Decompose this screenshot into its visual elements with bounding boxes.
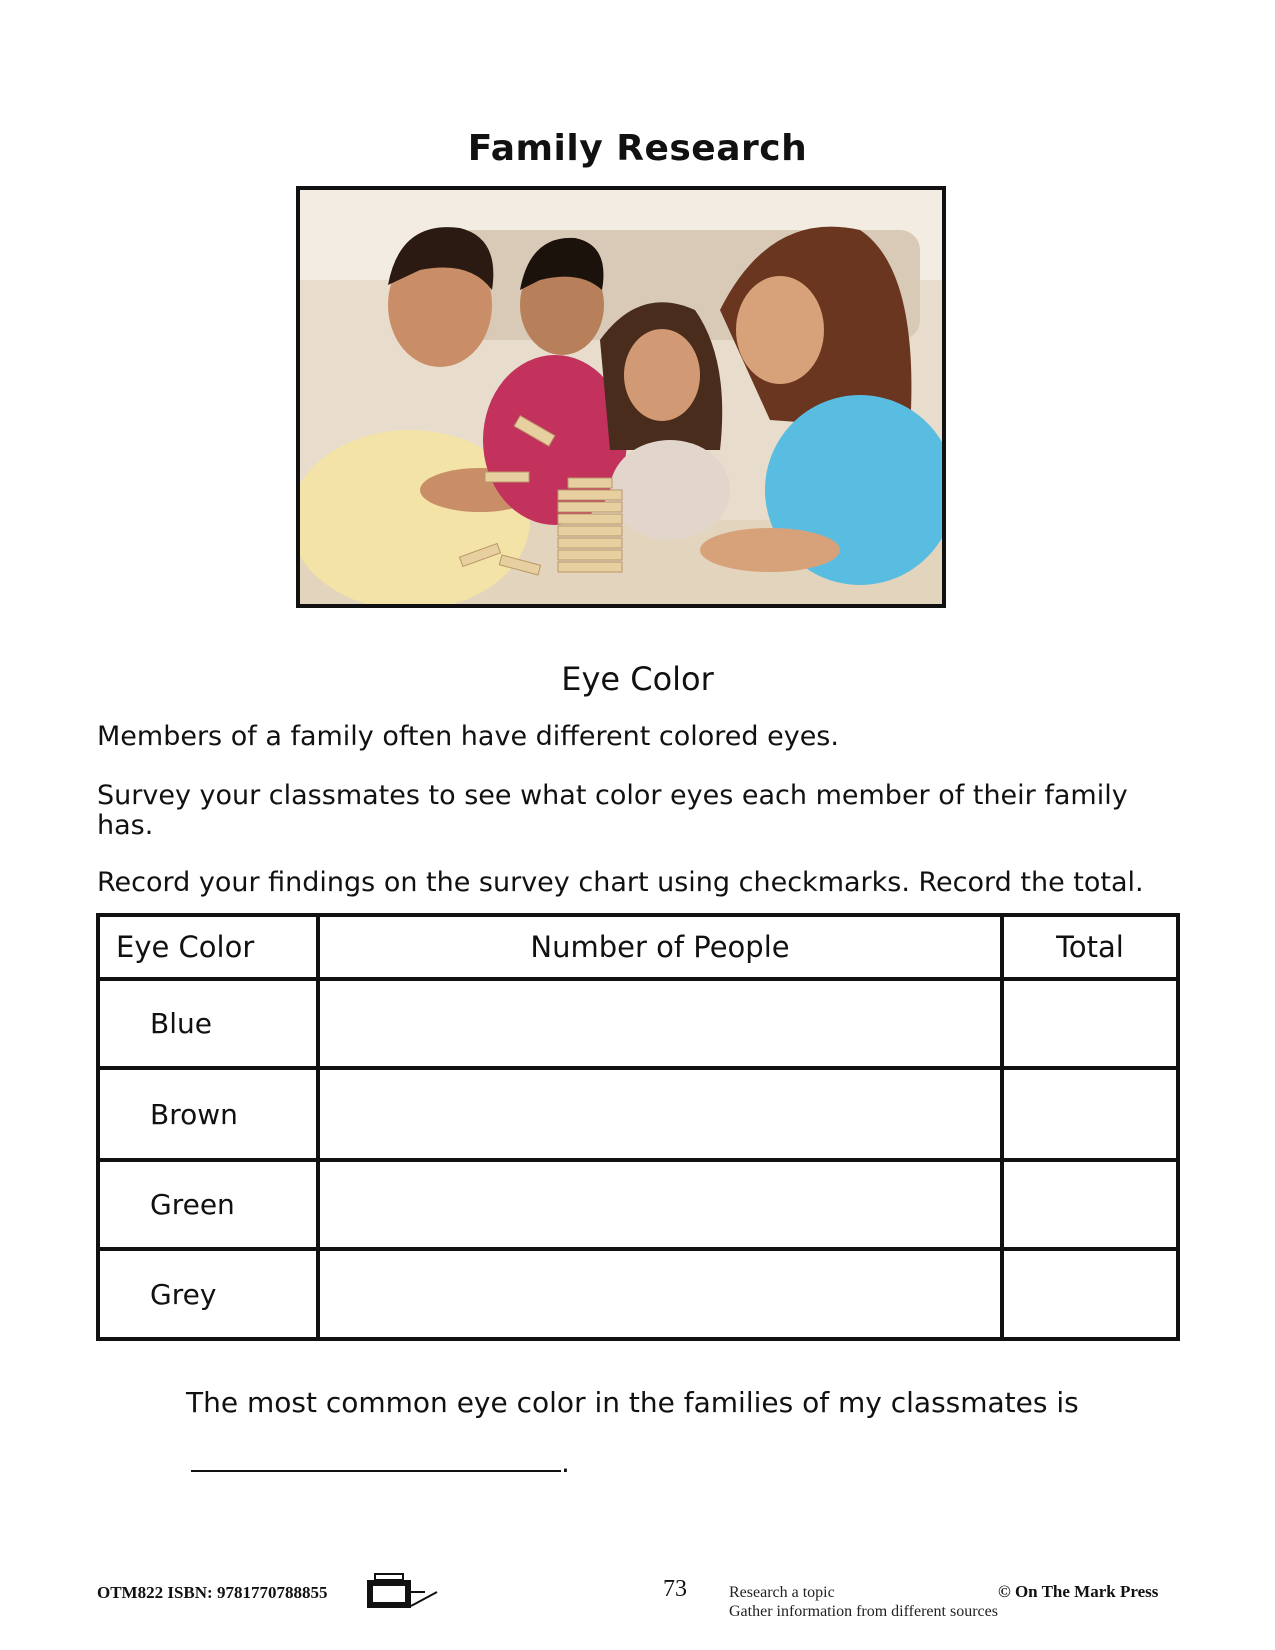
footer-publisher: © On The Mark Press: [998, 1582, 1159, 1601]
intro-paragraph: Members of a family often have different colored eyes.: [97, 721, 839, 752]
header-eye-color: Eye Color: [98, 915, 318, 979]
header-total: Total: [1002, 915, 1178, 979]
total-cell[interactable]: [1002, 1249, 1178, 1339]
eye-color-cell: Blue: [98, 979, 318, 1068]
number-of-people-cell[interactable]: [318, 1160, 1002, 1249]
header-number-of-people: Number of People: [318, 915, 1002, 979]
total-cell[interactable]: [1002, 979, 1178, 1068]
eye-color-cell: Grey: [98, 1249, 318, 1339]
number-of-people-cell[interactable]: [318, 1068, 1002, 1160]
family-playing-blocks-photo: [300, 190, 942, 604]
footer-isbn: OTM822 ISBN: 9781770788855: [97, 1583, 328, 1602]
number-of-people-cell[interactable]: [318, 1249, 1002, 1339]
page-title: Family Research: [467, 128, 808, 169]
number-of-people-cell[interactable]: [318, 979, 1002, 1068]
survey-instruction: Survey your classmates to see what color eyes each member of their family has.: [97, 780, 1128, 841]
family-photo: [296, 186, 946, 608]
table-row: [98, 979, 1178, 1068]
footer-topic-line1: Research a topic: [729, 1584, 835, 1601]
conclusion-text: The most common eye color in the families of my classmates is: [186, 1386, 1079, 1419]
computer-monitor-icon: [365, 1572, 439, 1616]
section-title: Eye Color: [561, 660, 714, 698]
footer-topic-line2: Gather information from different sources: [729, 1603, 998, 1620]
table-row: [98, 1068, 1178, 1160]
answer-blank-line[interactable]: [191, 1470, 561, 1472]
record-instruction: Record your findings on the survey chart using checkmarks. Record the total.: [97, 867, 1144, 898]
survey-table: [96, 913, 1180, 1341]
footer-topic: [729, 1583, 998, 1621]
table-row: [98, 1249, 1178, 1339]
answer-period: .: [561, 1446, 570, 1479]
table-header-row: [98, 915, 1178, 979]
total-cell[interactable]: [1002, 1068, 1178, 1160]
total-cell[interactable]: [1002, 1160, 1178, 1249]
eye-color-cell: Green: [98, 1160, 318, 1249]
page-number: 73: [663, 1576, 687, 1602]
table-row: [98, 1160, 1178, 1249]
eye-color-cell: Brown: [98, 1068, 318, 1160]
